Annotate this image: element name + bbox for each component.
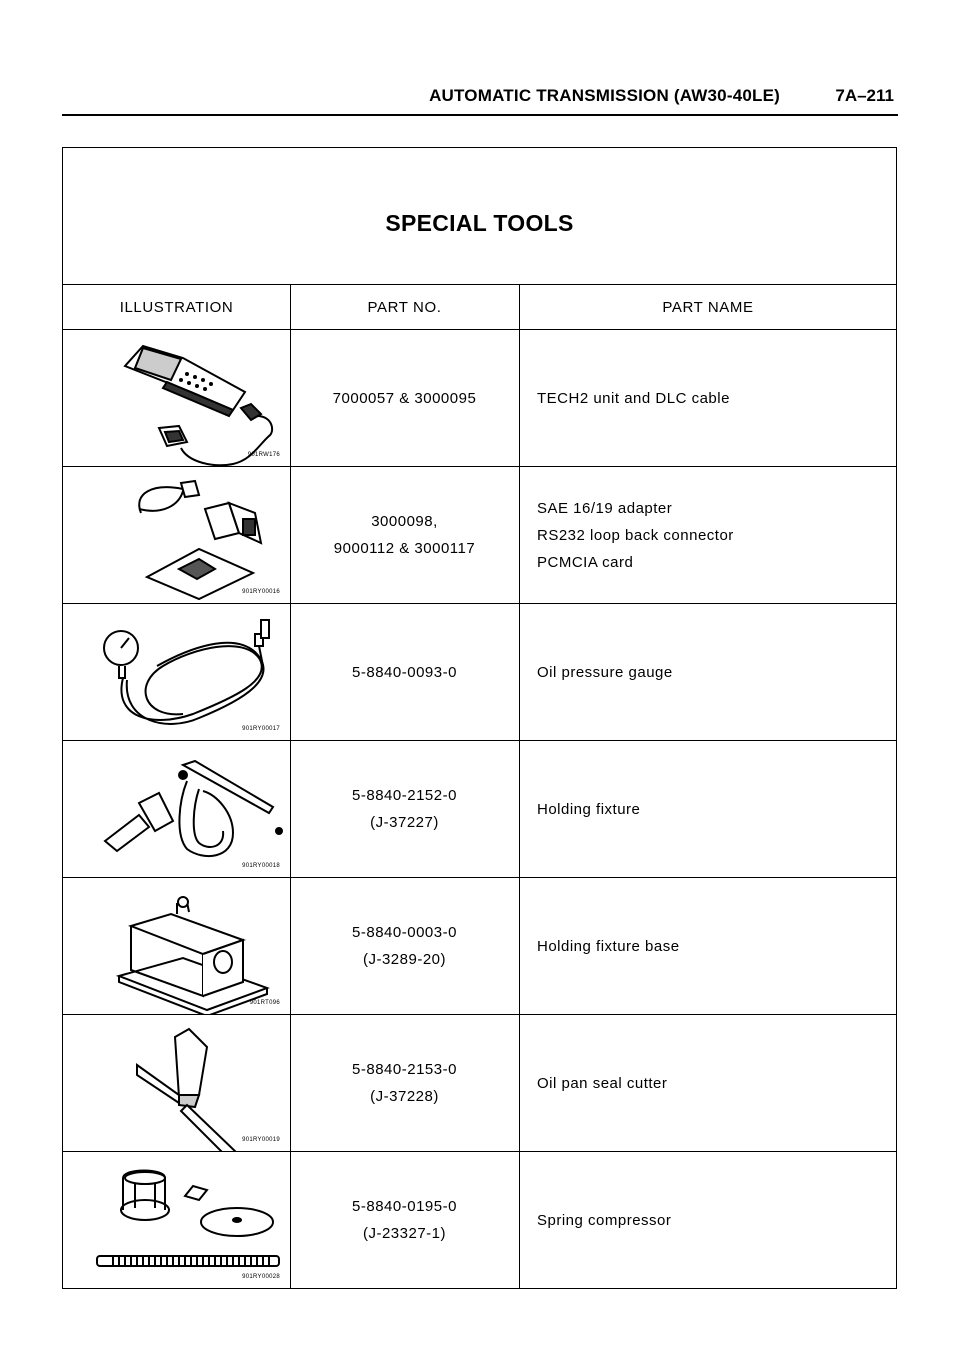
part-no-cell [290, 467, 519, 603]
pressure-gauge-icon [63, 604, 290, 740]
table-title: SPECIAL TOOLS [385, 210, 574, 236]
part-no-line: 5-8840-2152-0 [352, 787, 457, 804]
table-row [63, 878, 896, 1015]
part-no-line: 3000098, [371, 513, 438, 530]
header-title: AUTOMATIC TRANSMISSION (AW30-40LE) [429, 86, 780, 105]
part-no-line: 5-8840-0003-0 [352, 924, 457, 941]
table-row [63, 330, 896, 467]
illustration-cell [63, 741, 290, 877]
seal-cutter-icon [63, 1015, 290, 1151]
adapter-card-icon [63, 467, 290, 603]
illustration-cell [63, 330, 290, 466]
table-row [63, 1015, 896, 1152]
tech2-unit-icon [63, 330, 290, 466]
illustration-cell [63, 1152, 290, 1288]
special-tools-table [62, 147, 897, 1289]
illustration-cell [63, 604, 290, 740]
column-header-illustration: ILLUSTRATION [119, 299, 234, 316]
part-no-cell [290, 741, 519, 877]
part-no-line: (J-23327-1) [362, 1225, 447, 1242]
part-name-line: Oil pan seal cutter [537, 1074, 668, 1092]
part-no-line: 5-8840-0093-0 [352, 663, 457, 681]
table-row [63, 467, 896, 604]
part-name-cell [519, 878, 897, 1014]
page-number: 7A–211 [835, 86, 894, 105]
part-no-line: (J-37227) [370, 814, 439, 831]
table-row [63, 1152, 896, 1289]
figure-code: 901RY00017 [242, 726, 280, 732]
spring-compressor-icon [63, 1152, 290, 1288]
part-no-line: (J-37228) [370, 1088, 439, 1105]
part-no-cell [290, 330, 519, 466]
illustration-cell [63, 1015, 290, 1151]
part-name-line: Holding fixture [537, 800, 641, 818]
part-name-line: Oil pressure gauge [537, 663, 673, 681]
part-no-cell [290, 1015, 519, 1151]
part-name-cell [519, 604, 897, 740]
figure-code: 901RT096 [249, 1000, 280, 1006]
table-row [63, 604, 896, 741]
part-name-line: SAE 16/19 adapter [537, 499, 673, 517]
column-header-part-name: PART NAME [662, 299, 754, 316]
figure-code: 901RY00018 [242, 863, 280, 869]
holding-fixture-icon [63, 741, 290, 877]
illustration-cell [63, 467, 290, 603]
part-no-line: 7000057 & 3000095 [332, 389, 477, 407]
part-name-cell [519, 1015, 897, 1151]
part-no-line: 5-8840-2153-0 [352, 1061, 457, 1078]
table-body [63, 330, 896, 1289]
figure-code: 901RW176 [247, 452, 280, 458]
part-name-line: Spring compressor [537, 1211, 672, 1229]
part-name-line: PCMCIA card [537, 553, 634, 571]
part-no-cell [290, 878, 519, 1014]
figure-code: 901RY00019 [242, 1137, 280, 1143]
part-no-line: 9000112 & 3000117 [333, 540, 476, 557]
page-header [62, 84, 898, 116]
column-header-row [63, 285, 896, 330]
part-name-line: TECH2 unit and DLC cable [537, 389, 730, 407]
part-no-cell [290, 1152, 519, 1288]
part-name-cell [519, 741, 897, 877]
fixture-base-icon [63, 878, 290, 1014]
figure-code: 901RY00028 [242, 1274, 280, 1280]
part-no-line: 5-8840-0195-0 [352, 1198, 457, 1215]
part-name-line: Holding fixture base [537, 937, 680, 955]
figure-code: 901RY00016 [242, 589, 280, 595]
part-no-cell [290, 604, 519, 740]
part-name-cell [519, 330, 897, 466]
part-name-line: RS232 loop back connector [537, 526, 734, 544]
part-name-cell [519, 1152, 897, 1288]
table-title-cell [63, 148, 896, 285]
illustration-cell [63, 878, 290, 1014]
table-row [63, 741, 896, 878]
column-header-part-no: PART NO. [367, 299, 442, 316]
part-no-line: (J-3289-20) [362, 951, 447, 968]
part-name-cell [519, 467, 897, 603]
